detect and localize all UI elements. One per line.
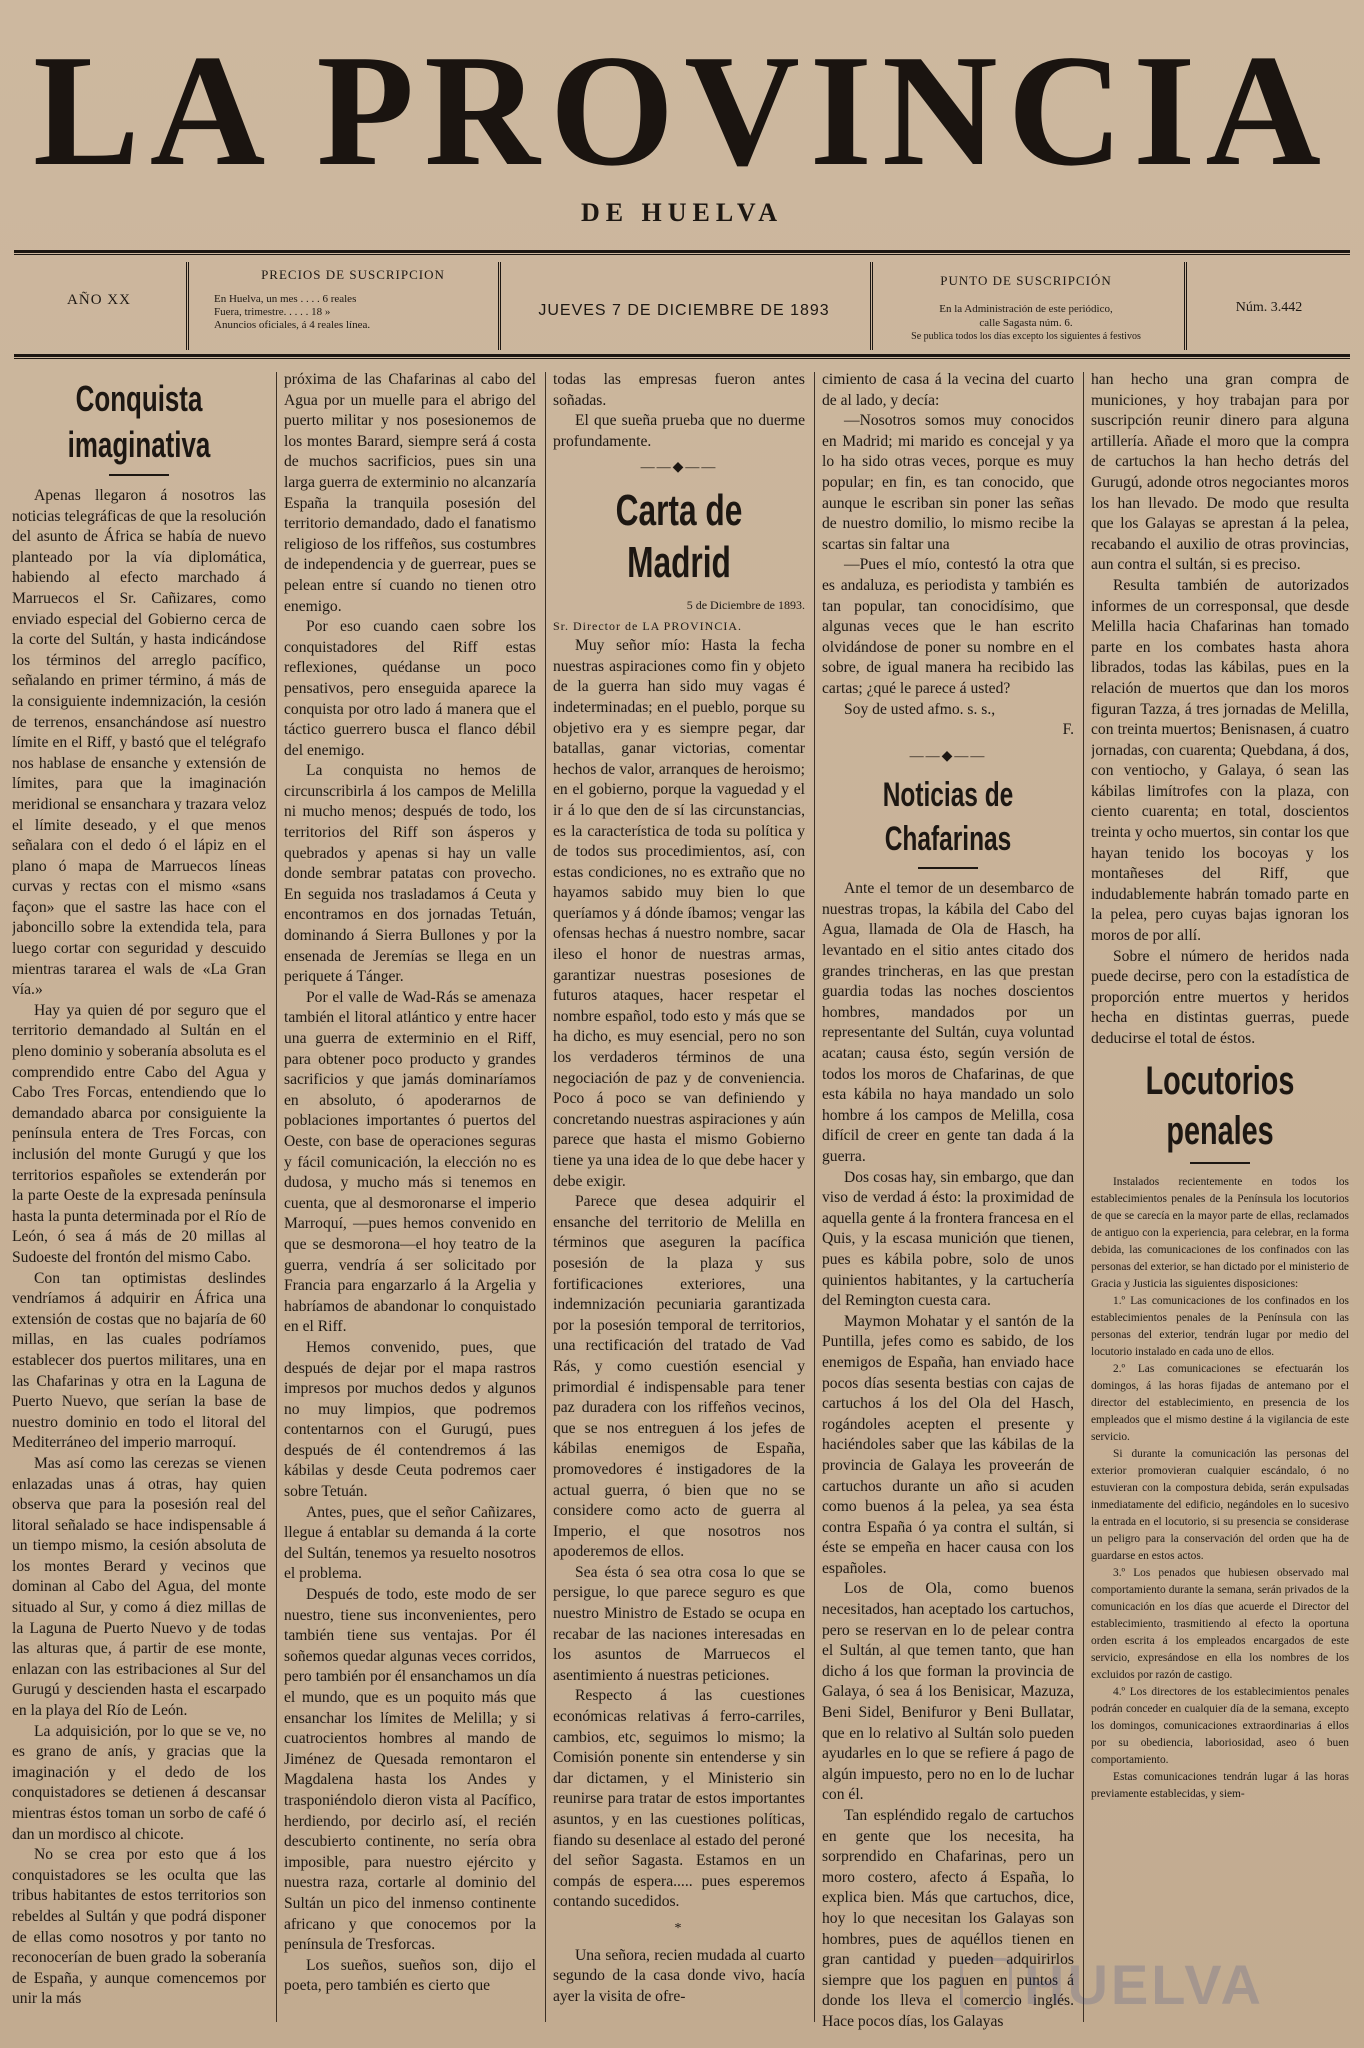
watermark-logo-icon [960, 1958, 1012, 2010]
info-divider [498, 262, 501, 350]
year-label: AÑO XX [67, 292, 131, 308]
info-bar [14, 258, 1350, 354]
article-paragraph: —Nosotros somos muy conocidos en Madrid; mi marido es concejal y ya lo ha sido otras veces, porque es muy popular; en fin, es tan conocido, que aunque le escriban sin poner las señas de nuestro domilio, lo mismo recibe la scartas sin faltar una [822, 412, 1074, 553]
subscription-prices [192, 258, 492, 354]
subscription-prices-header: PRECIOS DE SUSCRIPCION [261, 267, 445, 282]
article-headline-chafarinas: Noticias de Chafarinas [882, 776, 1014, 859]
price-line: En Huelva, un mes . . . . 6 reales [214, 293, 357, 305]
article-paragraph: Estas comunicaciones tendrán lugar á las horas previamente establecidas, y siem- [1091, 1770, 1349, 1800]
article-paragraph: Si durante la comunicación las personas del exterior promovieran cualquier escándalo, ó no estuvieran con la compostura debida, serán expulsadas inmediatamente del edificio, negándoles en lo sucesivo la entrada en el locutorio, si su presencia se considerase un peligro para la conservación del orden que ha de guardarse en estos actos. [1091, 1447, 1349, 1562]
article-paragraph: Una señora, recien mudada al cuarto segundo de la casa donde vivo, hacía ayer la visita de ofre- [553, 1946, 805, 2005]
article-paragraph: Maymon Mohatar y el santón de la Puntilla, jefes como es sabido, de los enemigos de España, han enviado hace pocos días sesenta bestias con cajas de cartuchos á los del Ola del Hasch, rogándoles acepten el presente y haciéndoles saber que las kábilas de la provincia de Galaya les proveerán de cartuchos durante un año si acuden como buenos á la pelea, ya sea ésta contra España ó ya contra el sultán, si éste se empeña en hacer causa con los españoles. [822, 1312, 1074, 1577]
article-paragraph: Los sueños, sueños son, dijo el poeta, pero también es cierto que [284, 1956, 536, 1995]
column-rule [545, 372, 546, 2022]
article-headline-conquista: Conquista imaginativa [67, 378, 211, 465]
newspaper-subtitle: DE HUELVA [580, 198, 784, 227]
article-paragraph: El que sueña prueba que no duerme profundamente. [553, 412, 805, 450]
column-3 [553, 370, 805, 2030]
article-paragraph: Hay ya quien dé por seguro que el territorio demandado al Sultán en el pleno dominio y soberanía absoluta es el comprendido entre Cabo del Agua y Cabo Tres Forcas, entendiendo que lo demandado abarca por consiguiente la península entera de Tres Forcas, con inclusión del monte Gurugú y que los territorios españoles se extenderán por la parte Oeste de la expresada península hasta la punta determinada por el Río de León, ó sea á más de 20 millas al Sudoeste del frontón del mismo Cabo. [12, 1001, 266, 1266]
info-divider [1184, 262, 1187, 350]
archive-watermark [960, 1950, 1330, 2020]
masthead-rule-top [14, 250, 1350, 253]
article-paragraph: Sea ésta ó sea otra cosa lo que se persigue, lo que parece seguro es que nuestro Ministro de Estado se ocupa en recabar de las naciones interesadas en los asuntos de Marruecos el asentimiento á nuestras peticiones. [553, 1563, 805, 1684]
article-paragraph: Dos cosas hay, sin embargo, que dan viso de verdad á ésto: la proximidad de aquella gente á la frontera francesa en el Quis, y la escasa munición que tienen, pues es kábila pobre, solo de unos quinientos habitantes, y la cartuchería del Remington cuesta cara. [822, 1168, 1074, 1310]
column-1 [12, 370, 266, 2030]
article-headline-carta: Carta de Madrid [615, 485, 743, 587]
article-paragraph: Tan espléndido regalo de cartuchos en gente que los necesita, ha sorprendido en Chafarinas, pero un moro costero, afecto á España, lo explica bien. Más que cartuchos, dice, hoy lo que necesitan los Galayas son hombres, pues de aquéllos tienen en gran cantidad y pueden adquirirlos siempre que los paguen en puntos á donde los lleva el comercio inglés. Hace pocos días, los Galayas [822, 1807, 1074, 2030]
headline-dash [918, 867, 978, 869]
issue-date: JUEVES 7 DE DICIEMBRE DE 1893 [538, 302, 830, 319]
newspaper-title: LA PROVINCIA [33, 21, 1331, 199]
price-line: Fuera, trimestre. . . . . 18 » [214, 306, 331, 318]
article-paragraph: La adquisición, por lo que se ve, no es grano de anís, y gracias que la imaginación y el dedo de los conquistadores se detienen á descansar mientras éstos toman un sorbo de café ó dan un mordisco al chicote. [12, 1722, 266, 1843]
article-paragraph: Resulta también de autorizados informes de un corresponsal, que desde Melilla hacia Chafarinas han tomado parte en los combates hasta ahora librados, todas las kábilas, pues en la relación de muertos que dan los moros figuran Tazza, á tres jornadas de Melilla, con treinta muertos; Benisnasen, á cuatro jornadas, con cuarenta; Quebdana, á dos, con ventiocho, y Galaya, ó sean las kábilas limítrofes con la plaza, con ciento cuarenta; en total, doscientos treinta y ocho muertos, sin contar los que hayan tenido los bocoyas y los montañeses del Riff, que indudablemente habrán tomado parte en la pelea, pero cuyas bajas ignoran los moros de por allí. [1091, 576, 1349, 945]
article-paragraph: 3.º Los penados que hubiesen observado mal comportamiento durante la semana, serán privados de la comunicación en los días que acuerde el Director del establecimiento, trasmitiendo al efecto la oportuna orden escrita á los empleados encargados de este servicio, expresándose en ella los nombres de los excluidos por razón de castigo. [1091, 1566, 1349, 1681]
article-paragraph: 4.º Los directores de los establecimientos penales podrán conceder en cualquier día de la semana, excepto los domingos, comunicaciones extraordinarias á ellos por su obediencia, laboriosidad, aseo ó buen comportamiento. [1091, 1685, 1349, 1766]
subscription-point-header: PUNTO DE SUSCRIPCIÓN [940, 273, 1112, 288]
column-2 [284, 370, 536, 2030]
article-paragraph: La conquista no hemos de circunscribirla á los campos de Melilla ni mucho menos; después de todo, los territorios del Riff son ásperos y quebrados y apenas si hay un valle donde sembrar patatas con provecho. En seguida nos trasladamos á Ceuta y encontramos en dos jornadas Tetuán, dominando á Sierra Bullones y por la ensenada de Jeremías se llega en un periquete á Tánger. [284, 762, 536, 986]
subscription-point-line: Se publica todos los días excepto los siguientes á festivos [911, 331, 1141, 342]
article-paragraph: Respecto á las cuestiones económicas relativas á ferro-carriles, cambios, etc, seguimos lo mismo; la Comisión ponente sin entenderse y sin dar dictamen, y el Ministerio sin reunirse para tratar de estos importantes asuntos, y en las cuestiones políticas, fiando su desenlace al estado del peroné del señor Sagasta. Estamos en un compás de espera..... pues esperemos contando sucedidos. [553, 1687, 805, 1911]
article-paragraph: 1.º Las comunicaciones de los confinados en los establecimientos penales de la Península con las personas del exterior, tendrán lugar por medio del locutorio instalado en cada uno de ellos. [1091, 1294, 1349, 1358]
article-paragraph: No se crea por esto que á los conquistadores se les oculta que las tribus habitantes de estos territorios son rebeldes al Sultán y que podrá disponer de ellas como nosotros y por tanto no reconocerían de buen grado la soberanía de España, y aunque comencemos por unir la más [12, 1846, 266, 2008]
section-ornament: ――◆―― [640, 460, 718, 476]
article-paragraph: Los de Ola, como buenos necesitados, han aceptado los cartuchos, pero se reservan en lo de pelear contra el Sultán, al que temen tanto, que han dicho á los que forman la provincia de Galaya, ó sea á los Benisicar, Mazuza, Beni Sidel, Benifuror y Beni Bullatar, que en lo relativo al Sultán solo pueden ayudarles en lo que se refiere á pago de algún impuesto, pero no en lo de luchar con él. [822, 1580, 1074, 1804]
article-paragraph: Hemos convenido, pues, que después de dejar por el mapa rastros impresos por muchos dedos y algunos no muy limpios, que podremos contentarnos con el Gurugú, pues después de él contendremos á las kábilas y desde Ceuta podremos caer sobre Tetuán. [284, 1338, 536, 1501]
article-headline-locutorios: Locutorios penales [1145, 1058, 1295, 1153]
article-paragraph: Soy de usted afmo. s. s., [844, 700, 996, 718]
article-paragraph: cimiento de casa á la vecina del cuarto de al lado, y decía: [822, 371, 1074, 409]
column-4 [822, 370, 1074, 2030]
article-paragraph: Por el valle de Wad-Rás se amenaza también el litoral atlántico y entre hacer una guerra de exterminio en el Riff, para obtener poco producto y grandes sacrificios y que jamás dominaríamos en absoluto, ó apoderarnos de poblaciones importantes ó puertos del Oeste, con base de operaciones seguras y fácil comunicación, la elección no es dudosa, y mucho más si tenemos en cuenta, que al desmoronarse el imperio Marroquí, —pues hemos convenido en que se desmorona—el hoy teatro de la guerra, vendría á ser solicitado por Francia para engarzarlo á la Argelia y habríamos de abandonar lo conquistado en el Riff. [284, 988, 536, 1336]
article-paragraph: Instalados recientemente en todos los establecimientos penales de la Península los locutorios de que se carecía en la mayor parte de ellas, reclamados de antiguo con la experiencia, para celebrar, en la forma debida, las comunicaciones de los confinados con las personas del exterior, se han dictado por el ministerio de Gracia y Justicia las siguientes disposiciones: [1091, 1175, 1349, 1290]
section-ornament: ――◆―― [909, 748, 987, 764]
watermark-text: HUELVA [1024, 1953, 1264, 2016]
column-rule [814, 372, 815, 2022]
article-paragraph: todas las empresas fueron antes soñadas. [553, 371, 805, 409]
column-5 [1091, 370, 1349, 2030]
article-paragraph: Apenas llegaron á nosotros las noticias telegráficas de que la resolución del asunto de África se había de nuevo planteado por la vía diplomática, habiendo al efecto marchado á Marruecos el Sr. Cañizares, como enviado especial del Gobierno cerca de la corte del Sultán, y hasta indicándose los términos del arreglo pacífico, señalando en primer término, á más de la consiguiente indemnización, la cesión de terrenos, ensanchándose así nuestro límite en el Riff, y bastó que el telégrafo nos hablase de ensanche y extensión de límites, para que la imaginación meridional se ensanchara y trazara veloz el límite deseado, y el que menos señalara con el dedo ó el lápiz en el plano ó mapa de Marruecos líneas curvas y rectas con el mismo «sans façon» que el sastre las hace con el jaboncillo sobre la extendida tela, para luego cortar con seguridad y descuido mientras tararea el wals de «La Gran vía.» [12, 487, 266, 999]
article-paragraph: han hecho una gran compra de municiones, y hoy trabajan para por suscripción reunir dinero para alguna artillería. Añade el moro que la compra de cartuchos la han hecho detrás del Gurugú, adonde otros negociantes moros los han llevado. De modo que resulta que los Galayas se aprestan á la pelea, recabando el auxilio de otras provincias, aun contra el sultán, si es preciso. [1091, 371, 1349, 574]
info-divider [870, 262, 873, 350]
infobar-rule-bottom-thin [14, 358, 1350, 359]
asterism: * [674, 1920, 684, 1936]
column-rule [1083, 372, 1084, 2022]
article-paragraph: Parece que desea adquirir el ensanche del territorio de Melilla en términos que aseguren la pacífica posesión de la plaza y sus fortificaciones exteriores, una indemnización pecuniaria garantizada por la posesión temporal de territorios, una rectificación del tratado de Vad Rás, y como cuestión esencial y primordial é indispensable para tener paz duradera con los riffeños vecinos, que se nos entreguen á los jefes de kábilas enemigos de España, promovedores é instigadores de la actual guerra, ó bien que no se considere como acto de guerra al Imperio, el que nosotros nos apoderemos de ellos. [553, 1193, 805, 1561]
headline-dash [109, 474, 169, 476]
info-divider [186, 262, 189, 350]
headline-dash [1190, 1162, 1250, 1164]
letter-date: 5 de Diciembre de 1893. [686, 597, 805, 612]
issue-number: Núm. 3.442 [1235, 300, 1303, 315]
article-paragraph: Antes, pues, que el señor Cañizares, llegue á entablar su demanda á la corte del Sultán, tenemos ya resuelto nosotros el problema. [284, 1503, 536, 1583]
column-rule [276, 372, 277, 2022]
article-paragraph: Sobre el número de heridos nada puede decirse, pero con la estadística de proporción entre muertos y heridos hecha en distintas guerras, puede deducirse el total de éstos. [1091, 947, 1349, 1047]
article-paragraph: Ante el temor de un desembarco de nuestras tropas, la kábila del Cabo del Agua, llamada de Ola de Hasch, ha levantado en el sitio antes citado dos grandes trincheras, en las que prestan guardia todas las noches doscientos hombres, mandados por un representante del Sultán, cuya voluntad acatan; causa ésto, según versión de todos los moros de Chafarinas, de que esta kábila no haya mandado un solo hombre á los campos de Melilla, cosa difícil de creer en gente tan dada á la guerra. [822, 880, 1074, 1165]
article-paragraph: Por eso cuando caen sobre los conquistadores del Riff estas reflexiones, quédanse un poco pensativos, pero enseguida aparece la conquista por otro lado á manera que el táctico guerrero busca el flanco débil del enemigo. [284, 618, 536, 759]
letter-signature: F. [1062, 721, 1074, 739]
article-paragraph: próxima de las Chafarinas al cabo del Agua por un muelle para el abrigo del puerto militar y nos posesionemos de los montes Barard, siempre será á costa de muchos sacrificios, pues sin una larga guerra de exterminio no alcanzaría España la tranquila posesión del territorio demandado, dado el fanatismo religioso de los riffeños, sus costumbres de independencia y de guerrear, pues se pelean entre sí cuando no tienen otro enemigo. [284, 371, 536, 615]
article-paragraph: 2.º Las comunicaciones se efectuarán los domingos, á las horas fijadas de antemano por el director del establecimiento, en presencia de los empleados que el mismo destine á la vigilancia de este servicio. [1091, 1362, 1349, 1443]
subscription-point-line: calle Sagasta núm. 6. [979, 317, 1073, 329]
subscription-point-line: En la Administración de este periódico, [939, 303, 1113, 315]
article-paragraph: Con tan optimistas deslindes vendríamos á adquirir en África una extensión de costas que no bajaría de 60 millas, en las cuales podríamos establecer dos puertos militares, una en las Chafarinas y otra en la Laguna de Puerto Nuevo, que serían la base de nuestro dominio en todo el litoral del Mediterráneo del imperio marroquí. [12, 1269, 266, 1452]
letter-salutation: Sr. Director de LA PROVINCIA. [553, 618, 742, 633]
article-paragraph: Muy señor mío: Hasta la fecha nuestras aspiraciones como fin y objeto de la guerra han sido muy vagas é indeterminadas; en el pueblo, porque su objetivo era y es siempre pegar, dar batallas, ganar victorias, comentar hechos de valor, arranques de heroismo; en el gobierno, porque la vaguedad y el ir á lo que den de sí las circunstancias, es la característica de toda su política y de todos sus procedimientos, así, con estas condiciones, no es extraño que no hayamos sabido muy bien lo que queríamos y á dónde íbamos; vengar las ofensas hechas á nuestro nombre, sacar ileso el honor de nuestras armas, garantizar nuestras posesiones de futuros ataques, hacer respetar el nombre español, todo esto y más que se ha dicho, es muy esencial, pero no son los verdaderos términos de una negociación de paz y de conveniencia. Poco á poco se van definiendo y concretando nuestras aspiraciones y aún parece que hasta el mismo Gobierno tiene ya una idea de lo que debe hacer y debe exigir. [553, 637, 805, 1190]
article-paragraph: Mas así como las cerezas se vienen enlazadas unas á otras, hay quien observa que para la posesión real del litoral señalado se hace indispensable á un tiempo mismo, la cesión absoluta de los montes Berard y vecinos que dominan al Cabo del Agua, del monte situado al Sur, y como á diez millas de la Laguna de Puerto Nuevo y de todas las alturas que, á partir de ese monte, enlazan con las estribaciones al Sur del Gurugú y descienden hasta el escarpado en la playa del Río de León. [12, 1454, 266, 1720]
subscription-point [876, 258, 1176, 354]
masthead [0, 21, 1364, 228]
article-paragraph: —Pues el mío, contestó la otra que es andaluza, es periodista y también es tan popular, tan conocidísimo, que algunas veces que le han escrito olvidándose de poner su nombre en el sobre, de igual manera ha recibido las cartas; ¿qué le parece á usted? [822, 556, 1074, 697]
masthead-rule-top-thin [14, 254, 1350, 255]
price-line: Anuncios oficiales, á 4 reales línea. [214, 319, 371, 331]
infobar-rule-bottom [14, 354, 1350, 357]
article-paragraph: Después de todo, este modo de ser nuestro, tiene sus inconvenientes, pero también tiene sus ventajas. Por él soñemos quedar algunas veces corridos, pero también por él ensanchamos un día el mundo, que es un poquito más que ensanchar los límites de Melilla; y si cuatrocientos hombres al mando de Jiménez de Quesada remontaron el Magdalena hasta los Andes y trasponiéndolo dieron vista al Pacífico, herdiendo, por decirlo así, el recién descubierto continente, no sería obra imposible, para nuestro ejército y nuestra raza, cortarle al dominio del Sultán un pico del inmenso continente africano y que conocemos por la península de Tresforcas. [284, 1586, 536, 1954]
